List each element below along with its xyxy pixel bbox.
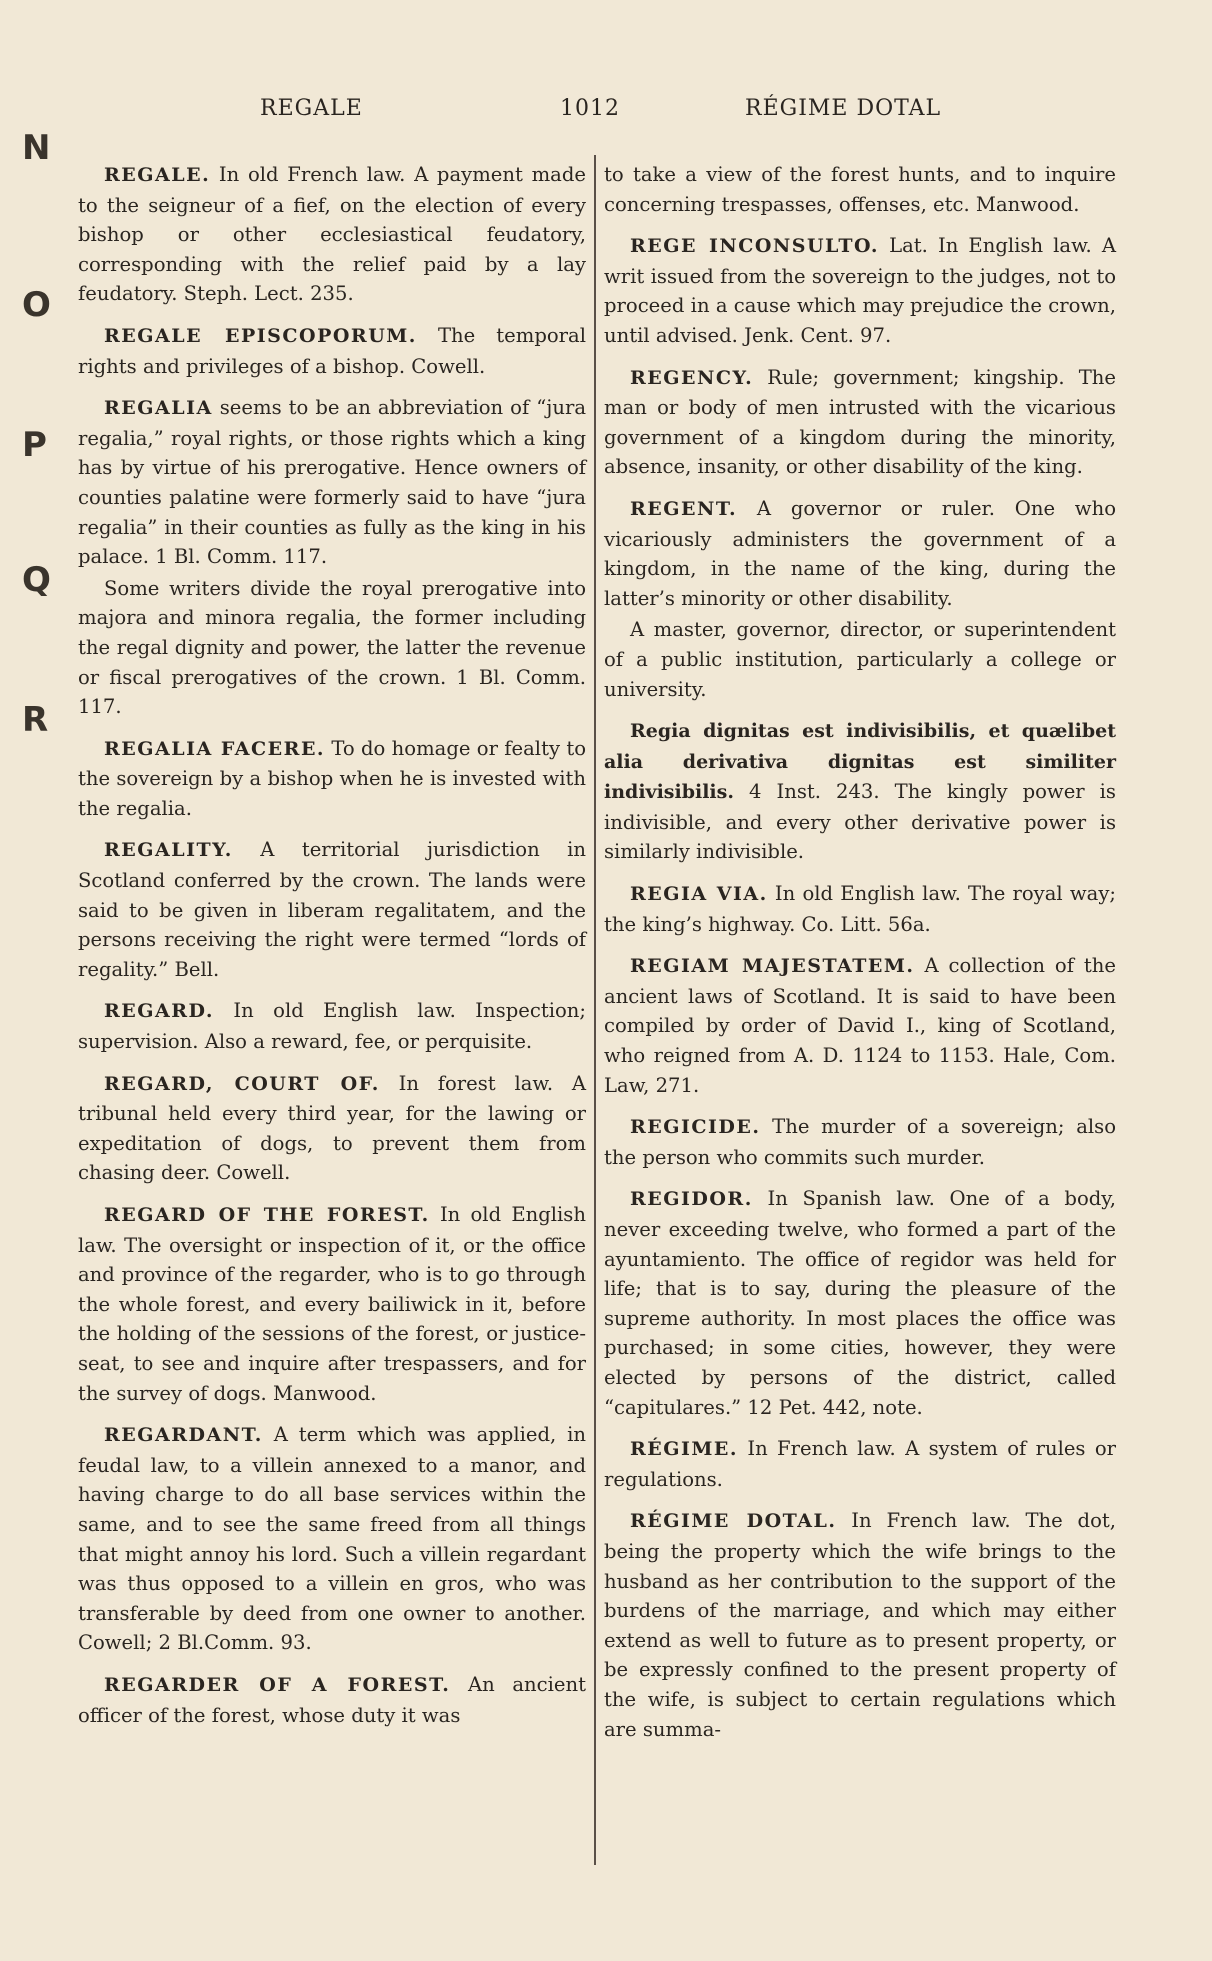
dictionary-entry: [78, 835, 586, 984]
entry-text: seems to be an abbreviation of “jura regalia,” royal rights, or those rights which a king has by virtue of his prerogative. Hence owners of counties palatine were formerly said to have “jura regalia” in their counties as fully as the king in his palace. 1 Bl. Comm. 117.: [78, 396, 586, 569]
entry-headword: RÉGIME DOTAL.: [630, 1510, 837, 1533]
entry-text: A governor or ruler. One who vicariously administers the government of a kingdom, in the name of the king, during the latter’s minority or other disability.: [604, 496, 1116, 610]
entry-headword: REGENT.: [630, 497, 738, 520]
entry-text: Rule; government; kingship. The man or body of men intrusted with the vicarious government of a kingdom during the minority, absence, insanity, or other disability of the king.: [604, 365, 1116, 479]
entry-text: In old English law. The royal way; the king’s highway. Co. Litt. 56a.: [604, 882, 1116, 936]
entry-text: In old English law. Inspection; supervision. Also a reward, fee, or perquisite.: [78, 999, 586, 1054]
entry-headword: REGIAM MAJESTATEM.: [630, 955, 915, 978]
entry-headword: REGENCY.: [630, 366, 754, 389]
entry-text: In Spanish law. One of a body, never exceeding twelve, who formed a part of the ayuntamiento. The office of regidor was held for life; that is to say, during the pleasure of the supreme authority. In most places the office was purchased; in some cities, however, they were elected by persons of the district, called “capitulares.” 12 Pet. 442, note.: [604, 1187, 1116, 1419]
dictionary-entry: [604, 160, 1116, 219]
dictionary-entry: [604, 231, 1116, 350]
dictionary-entry: [78, 393, 586, 572]
entry-text: To do homage or fealty to the sovereign by a bishop when he is invested with the regalia.: [78, 736, 586, 820]
page-header: [0, 96, 1212, 132]
entry-text: In old French law. A payment made to the seigneur of a fief, on the election of every bishop or other ecclesiastical feudatory, corresponding with the relief paid by a lay feudatory. Steph. Lect. 235.: [78, 163, 586, 306]
entry-text: The temporal rights and privileges of a bishop. Cowell.: [78, 323, 587, 378]
entry-text: Some writers divide the royal prerogative into majora and minora regalia, the former including the regal dignity and power, the latter the revenue or fiscal prerogatives of the crown. 1 Bl. Comm. 117.: [78, 576, 586, 719]
dictionary-entry: [78, 1200, 586, 1408]
entry-headword: Regia dignitas est indivisibilis, et quælibet alia derivativa dignitas est similiter indivisibilis.: [604, 720, 1116, 804]
dictionary-entry: [604, 494, 1116, 613]
entry-headword: REGALIA FACERE.: [104, 737, 326, 760]
entry-text: In French law. A system of rules or regulations.: [604, 1437, 1116, 1491]
dictionary-entry: [78, 1420, 586, 1658]
entry-headword: REGARDER OF A FOREST.: [104, 1673, 451, 1696]
thumb-index-letter: Q: [22, 560, 51, 600]
dictionary-entry: [604, 615, 1116, 704]
dictionary-entry: [604, 1112, 1116, 1172]
thumb-index-letter: P: [22, 425, 47, 465]
dictionary-entry: [604, 716, 1116, 867]
dictionary-entry: [78, 734, 586, 824]
entry-text: A master, governor, director, or superintendent of a public institution, particularly a college or university.: [604, 618, 1116, 701]
entry-text: An ancient officer of the forest, whose duty it was: [78, 1672, 587, 1727]
dictionary-entry: [604, 879, 1116, 939]
column-divider: [594, 155, 596, 1865]
dictionary-entry: [604, 1506, 1116, 1744]
entry-headword: REGIA VIA.: [630, 883, 768, 906]
dictionary-entry: [78, 321, 586, 381]
dictionary-entry: [78, 996, 586, 1056]
entry-text: In forest law. A tribunal held every third year, for the lawing or expeditation of dogs, to prevent them from chasing deer. Cowell.: [78, 1071, 586, 1185]
right-column: [604, 160, 1116, 1756]
thumb-index-letter: N: [22, 128, 51, 168]
entry-headword: REGE INCONSULTO.: [630, 235, 880, 258]
entry-text: A collection of the ancient laws of Scotland. It is said to have been compiled by order of David I., king of Scotland, who reigned from A. D. 1124 to 1153. Hale, Com. Law, 271.: [604, 954, 1116, 1097]
thumb-index-letter: O: [22, 285, 51, 325]
entry-headword: REGALE EPISCOPORUM.: [104, 324, 417, 347]
entry-text: The murder of a sovereign; also the person who commits such murder.: [604, 1115, 1116, 1169]
running-head-left: REGALE: [260, 96, 363, 121]
entry-headword: REGALE.: [104, 164, 211, 186]
entry-text: 4 Inst. 243. The kingly power is indivisible, and every other derivative power is similarly indivisible.: [604, 780, 1116, 864]
dictionary-entry: [604, 1184, 1116, 1422]
dictionary-entry: [604, 363, 1116, 482]
entry-text: A term which was applied, in feudal law, to a villein annexed to a manor, and having charge to do all base services within the same, and to see the same freed from all things that might annoy his lord. Such a villein regardant was thus opposed to a villein en gros, who was transferable by deed from one owner to another. Cowell; 2 Bl.Comm. 93.: [78, 1423, 586, 1655]
entry-text: In old English law. The oversight or inspection of it, or the office and province of the regarder, who is to go through the whole forest, and every bailiwick in it, before the holding of the sessions of the forest, or justice-seat, to see and inquire after trespassers, and for the survey of dogs. Manwood.: [78, 1203, 586, 1405]
entry-headword: RÉGIME.: [630, 1438, 739, 1461]
entry-headword: REGICIDE.: [630, 1116, 761, 1139]
entry-headword: REGALITY.: [104, 839, 233, 862]
entry-headword: REGARD, COURT OF.: [104, 1072, 380, 1095]
entry-headword: REGARD.: [104, 1000, 214, 1023]
page-number: 1012: [560, 96, 620, 121]
dictionary-entry: [604, 951, 1116, 1100]
dictionary-entry: [78, 1670, 586, 1730]
running-head-right: RÉGIME DOTAL: [745, 96, 942, 121]
entry-text: A territorial jurisdiction in Scotland conferred by the crown. The lands were said to be given in liberam regalitatem, and the persons receiving the right were termed “lords of regality.” Bell.: [78, 838, 586, 981]
dictionary-entry: [604, 1434, 1116, 1494]
entry-headword: REGARD OF THE FOREST.: [104, 1204, 430, 1226]
dictionary-entry: [78, 160, 586, 309]
left-column: [78, 160, 586, 1742]
entry-headword: REGARDANT.: [104, 1424, 263, 1447]
dictionary-entry: [78, 574, 586, 722]
entry-text: Lat. In English law. A writ issued from the sovereign to the judges, not to proceed in a cause which may prejudice the crown, until advised. Jenk. Cent. 97.: [604, 234, 1116, 347]
entry-headword: REGALIA: [104, 397, 213, 420]
thumb-index-letter: R: [22, 700, 49, 740]
entry-text: to take a view of the forest hunts, and to inquire concerning trespasses, offenses, etc. Manwood.: [604, 163, 1116, 216]
entry-text: In French law. The dot, being the property which the wife brings to the husband as her contribution to the support of the burdens of the marriage, and which may either extend as well to future as to present property, or be expressly confined to the present property of the wife, is subject to certain regulations which are summa-: [604, 1509, 1116, 1741]
dictionary-entry: [78, 1069, 586, 1188]
entry-headword: REGIDOR.: [630, 1188, 753, 1211]
